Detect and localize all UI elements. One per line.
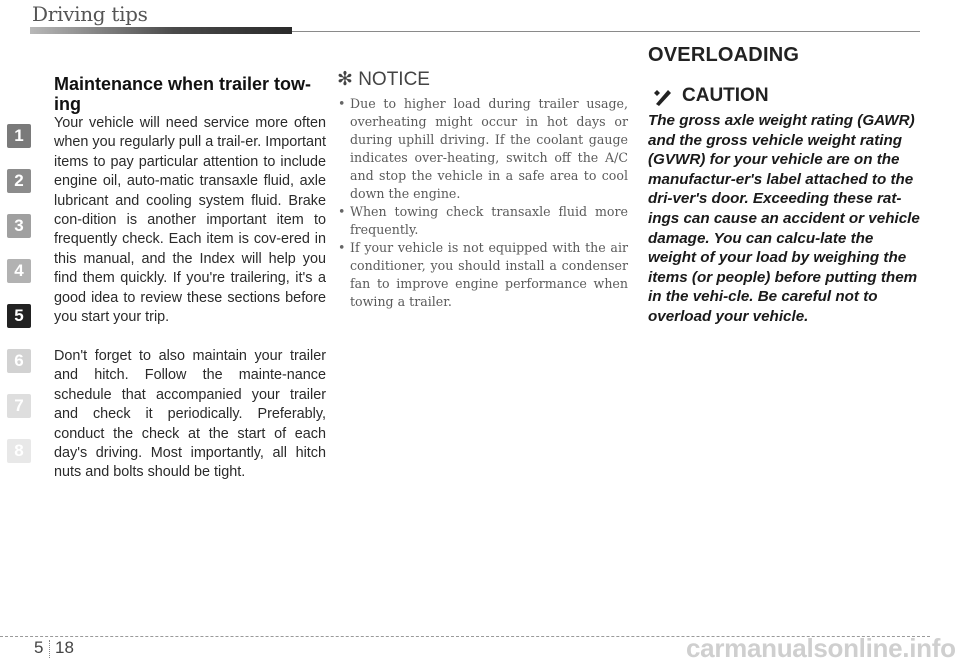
page-number: 18 — [55, 638, 74, 657]
chapter-tab-8[interactable] — [0, 433, 38, 469]
caution-text: The gross axle weight rating (GAWR) and the gross vehicle weight rating (GVWR) for your vehicle are on the manufactur-er's label attached to the dri-ver's door. Exceeding these rat-ings can cause an accident or vehicle damage. You can calcu-late the weight of your load by weighing the items (or people) before putting them in the vehi-cle. Be careful not to overload your vehicle. — [648, 112, 920, 325]
chapter-tab-label: 3 — [7, 214, 31, 238]
chapter-tab-label: 5 — [7, 304, 31, 328]
chapter-tab-1[interactable] — [0, 118, 38, 154]
chapter-tab-label: 8 — [7, 439, 31, 463]
chapter-tab-label: 7 — [7, 394, 31, 418]
maintenance-paragraph-1: Your vehicle will need service more often when you regularly pull a trail-er. Important items to pay particular attention to include engine oil, auto-matic transaxle fluid, axle lubricant and cooling system fluid. Brake con-dition is another important item to frequently check. Each item is cov-ered in this manual, and the Index will help you find them quickly. If you're trailering, it's a good idea to review these sections before you start your trip. — [54, 115, 326, 326]
header-rule — [292, 31, 920, 32]
chapter-tab-3[interactable] — [0, 208, 38, 244]
header-bar — [30, 27, 292, 34]
chapter-tab-label: 4 — [7, 259, 31, 283]
chapter-tab-6[interactable] — [0, 343, 38, 379]
chapter-tab-4[interactable] — [0, 253, 38, 289]
notice-list — [338, 95, 628, 311]
chapter-tab-5[interactable] — [0, 298, 38, 334]
chapter-tab-label: 1 — [7, 124, 31, 148]
notice-item: • When towing check transaxle fluid more frequently. — [338, 203, 628, 239]
notice-item: • If your vehicle is not equipped with the air conditioner, you should install a condenser fan to improve engine performance when towing a trailer. — [338, 239, 628, 311]
section-title-maintenance: Maintenance when trailer tow-ing — [54, 74, 312, 114]
maintenance-paragraph-2: Don't forget to also maintain your trailer and hitch. Follow the mainte-nance schedule that accompanied your trailer and check it periodically. Preferably, conduct the check at the start of each day's driving. Most importantly, all hitch nuts and bolts should be tight. — [54, 348, 326, 481]
chapter-tab-7[interactable] — [0, 388, 38, 424]
caution-icon — [652, 85, 674, 107]
section-title-overloading: OVERLOADING — [648, 44, 800, 66]
chapter-tab-label: 6 — [7, 349, 31, 373]
caution-title: CAUTION — [682, 85, 769, 106]
notice-item: • Due to higher load during trailer usage, overheating might occur in hot days or during uphill driving. If the coolant gauge indicates over-heating, switch off the A/C and stop the vehicle in a safe area to cool down the engine. — [338, 95, 628, 203]
page-header-title: Driving tips — [32, 2, 148, 26]
notice-title: ✻ NOTICE — [337, 69, 430, 90]
chapter-number: 5 — [34, 638, 44, 657]
page-number-divider — [49, 640, 50, 658]
watermark: carmanualsonline.info — [686, 633, 956, 663]
caution-header — [652, 85, 769, 107]
chapter-tab-label: 2 — [7, 169, 31, 193]
chapter-tab-2[interactable] — [0, 163, 38, 199]
